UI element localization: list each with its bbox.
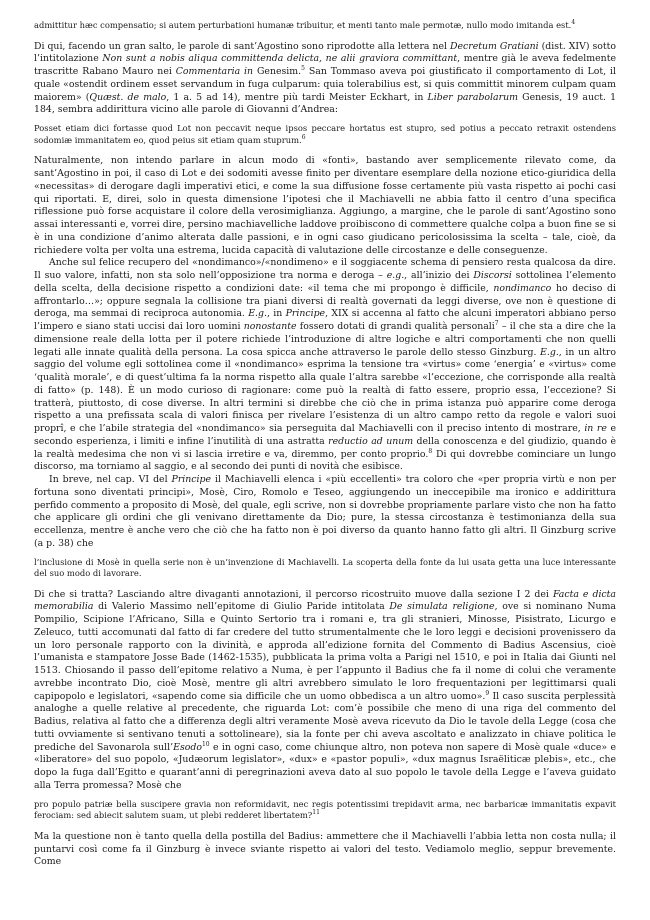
block-quote: l’inclusione di Mosè in quella serie non è un’invenzione di Machiavelli. La scoperta della fonte da lui usata getta una luce interessante del suo modo di lavorare.	[34, 556, 616, 579]
paragraph: Di che si tratta? Lasciando altre divaganti annotazioni, il percorso ricostruito muove dalla sezione I 2 dei Facta e dicta memorabilia di Valerio Massimo nell’epitome di Giulio Paride intitolata De simulata religione, ove si nominano Numa Pompilio, Scipione l’Africano, Silla e Quinto Sertorio tra i romani e, tra gli stranieri, Minosse, Pisistrato, Licurgo e Zeleuco, tutti accomunati dal fatto di far credere del tutto strumentalmente che le loro leggi e decisioni provenissero da un loro personale rapporto con la divinità, e approda all’edizione fornita del Commento di Badius Ascensius, cioè l’umanista e stampatore Josse Bade (1462-1535), pubblicata la prima volta a Parigi nel 1510, e poi in Italia dai Giunti nel 1513. Chiosando il passo dell’epitome relativo a Numa, è per l’appunto il Badius che fa il nome di colui che veramente avrebbe incontrato Dio, cioè Mosè, mentre gli altri avrebbero simulato le loro frequentazioni per legittimarsi quali capipopolo e legislatori, «sapendo come sia difficile che un uomo obbedisca a un altro uomo».$^9$ Il caso suscita perplessità analoghe a quelle relative al precedente, che riguarda Lot: com’è possibile che meno di una riga del commento del Badius, relativa al fatto che a differenza degli altri veramente Mosè aveva ricevuto da Dio le tavole della Legge (cosa che tutti ovviamente si sentivano tenuti a sottolineare), sia la fonte per chi aveva ascoltato e analizzato in chiave politica le prediche del Savonarola sull’Esodo$^{10}$ e in ogni caso, come chiunque altro, non poteva non sapere di Mosè quale «duce» e «liberatore» del suo popolo, «Judæorum legislator», «dux» e «pastor populi», «dux magnus Israëliticæ plebis», etc., che dopo la fuga dall’Egitto e quarant’anni di peregrinazioni aveva dato al suo popolo le tavole della Legge e l’aveva guidato alla Terra promessa? Mosè che	[34, 588, 617, 791]
paragraph: Anche sul felice recupero del «nondimanco»/«nondimeno» e il soggiacente schema di pensiero resta qualcosa da dire. Il suo valore, infatti, non sta solo nell’opposizione tra norma e deroga – e.g., all’inizio dei Discorsi sottolinea l’elemento della scelta, della decisione rispetto a condizioni date: «il tema che mi propongo è difficile, nondimanco ho deciso di affrontarlo…»; oppure segnala la collisione tra piani diversi di realtà governati da leggi diverse, ove non è questione di deroga, ma semmai di reciproca autonomia. E.g., in Principe, XIX si accenna al fatto che alcuni imperatori abbiano perso l’impero e siano stati uccisi dai loro uomini nonostante fossero dotati di grandi qualità personali$^7$ – il che sta a dire che la dimensione reale della lotta per il potere richiede l’introduzione di altre logiche e altri comportamenti che non quelli legati alle innate qualità della persona. La cosa spicca anche attraverso le parole dello stesso Ginzburg. E.g., in un altro saggio del volume egli sottolinea come il «nondimanco» esprima la tensione tra «virtus» come ‘energia’ e «virtus» come ‘qualità morale’, e di quest’ultima fa la norma rispetto alla quale l’altra sarebbe «l’eccezione, che corrisponde alla realtà di fatto» (p. 148). È un modo curioso di ragionare: come può la realtà di fatto essere, proprio essa, l’eccezione? Si tratterà, piuttosto, di cose diverse. In altri termini si direbbe che ciò che in prima istanza può apparire come deroga rispetto a una prefissata scala di valori finisca per rivelare l’esistenza di un altro campo retto da regole e valori suoi proprî, e che l’abile strategia del «nondimanco» sia perseguita dal Machiavelli con il preciso intento di mostrare, in re e secondo esperienza, i limiti e infine l’inutilità di una astratta reductio ad unum della conoscenza e del giudizio, quando è la realtà medesima che non vi si lascia irretire e va, diremmo, per conto proprio.$^8$ Di qui dovrebbe cominciare un lungo discorso, ma torniamo al saggio, e al secondo dei punti di novità che esibisce.	[34, 257, 617, 473]
paragraph: Di qui, facendo un gran salto, le parole di sant’Agostino sono riprodotte alla lettera nel Decretum Gratiani (dist. XIV) sotto l’intitolazione Non sunt a nobis aliqua committenda delicta, ne alii graviora committant, mentre già le aveva fedelmente trascritte Rabano Mauro nei Commentaria in Genesim.$^5$ San Tommaso aveva poi giustificato il comportamento di Lot, il quale «ostendit ordinem esset servandum in fuga culparum: quia tolerabilius est, si quis committit minorem culpam quam maiorem» (Quæst. de malo, 1 a. 5 ad 14), mentre più tardi Meister Eckhart, in Liber parabolarum Genesis, 19 auct. 1 184, sembra addirittura vicino alle parole di Giovanni d’Andrea:	[34, 40, 617, 116]
paragraph: In breve, nel cap. VI del Principe il Machiavelli elenca i «più eccellenti» tra coloro che «per propria virtù e non per fortuna sono diventati principi», Mosè, Ciro, Romolo e Teseo, aggiungendo un ineccepibile ma ironico e addirittura perfido commento a proposito di Mosè, del quale, egli scrive, non si dovrebbe propriamente parlare visto che non ha fatto che applicare gli ordini che gli venivano direttamente da Dio; pure, la stessa circostanza è testimonianza della sua eccellenza, mentre è anche vero che ciò che ha fatto non è poi diverso da quanto hanno fatto gli altri. Il Ginzburg scrive (a p. 38) che	[34, 474, 617, 549]
block-quote: pro populo patriæ bella suscipere gravia non reformidavit, nec regis potentissimi trepidavit arma, nec barbaricæ immanitatis expavit ferociam: sed abiecit salutem suam, ut plebi redderet libertatem?$^{11}$	[34, 798, 616, 821]
paragraph: Ma la questione non è tanto quella della postilla del Badius: ammettere che il Machiavelli l’abbia letta non costa nulla; il puntarvi così come fa il Ginzburg è invece sviante rispetto ai valori del testo. Vediamolo meglio, seppur brevemente. Come	[34, 830, 616, 868]
footnote-ref[interactable]: 11	[312, 809, 320, 817]
footnote-ref[interactable]: 5	[301, 64, 305, 72]
footnote-ref[interactable]: 8	[428, 447, 433, 455]
footnote-ref[interactable]: 4	[571, 19, 576, 27]
paragraph: Naturalmente, non intendo parlare in alcun modo di «fonti», bastando aver semplicemente rilevato come, da sant’Agostino in poi, il caso di Lot e dei sodomiti avesse finito per diventare esemplare della nozione etico-giuridica della «necessitas» di derogare dagli imperativi etici, e come la sua diffusione fosse certamente più vasta rispetto ai pochi casi qui riportati. E, direi, solo in questa dimensione l’ipotesi che il Machiavelli ne abbia fatto il centro d’una specifica riflessione può forse acquistare il colore della verosimiglianza. Aggiungo, a margine, che le parole di sant’Agostino sono assai interessanti e, vorrei dire, persino machiavelliche laddove proibiscono di commettere qualche colpa a buon fine se si è in una condizione d’animo alterata dalle passioni, e in ogni caso giudicano pericolosissima la scelta – tale, cioè, da richiedere volta per volta una estrema, lucida capacità di valutazione delle circostanze e delle conseguenze.	[34, 155, 616, 256]
footnote-ref[interactable]: 6	[301, 133, 306, 141]
footnote-ref[interactable]: 9	[485, 689, 490, 697]
footnote-ref[interactable]: 7	[494, 319, 499, 327]
block-quote: Posset etiam dici fortasse quod Lot non peccavit neque ipsos peccare hortatus est stupro, sed potius a peccato retraxit ostendens sodomiæ immanitatem eo, quod peius sit etiam quam stuprum.$^6$	[34, 123, 616, 145]
carryover-quote: admittitur hæc compensatio; si autem perturbationi humanæ tribuitur, et menti tanto male permotæ, nullo modo imitanda est.$^4$	[34, 19, 576, 30]
footnote-ref[interactable]: 10	[201, 740, 210, 748]
